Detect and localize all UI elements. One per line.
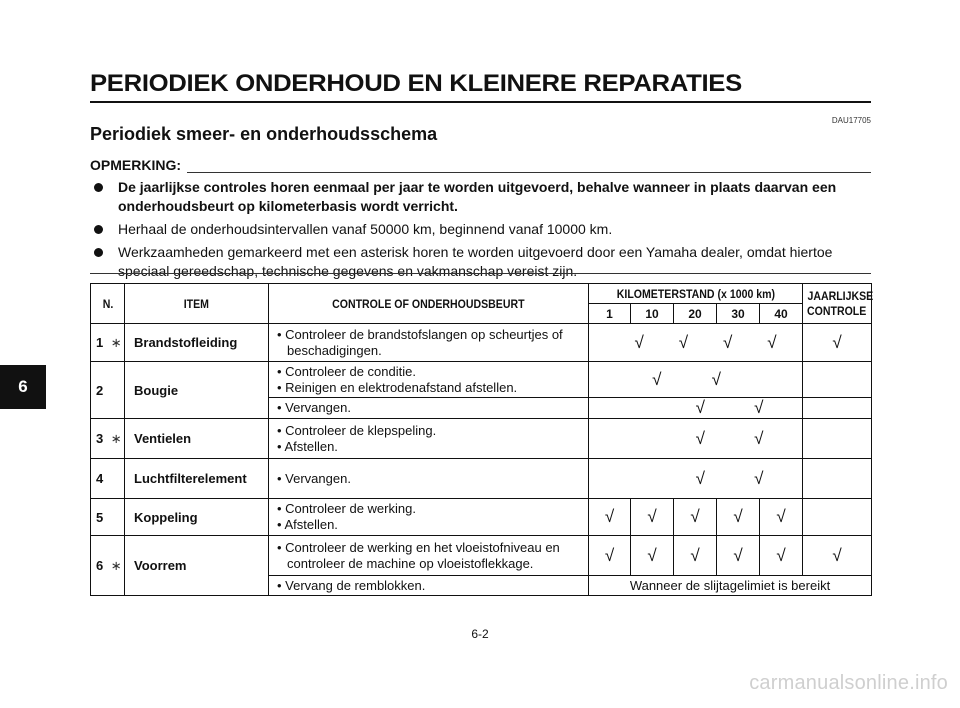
table-row: • Vervang de remblokken. Wanneer de slijtagelimiet is bereikt [91, 576, 872, 596]
table-row: 6 ∗ Voorrem • Controleer de werking en het vloeistofniveau en controleer de machine op vloeistoflekkage. √ √ √ √ √ √ [91, 536, 872, 576]
header-check: CONTROLE OF ONDERHOUDSBEURT [269, 284, 589, 324]
notes-bottom-rule [90, 273, 871, 274]
check-icon: √ [678, 332, 689, 352]
check-icon: √ [711, 369, 721, 389]
table-row: 3 ∗ Ventielen • Controleer de klepspeling. • Afstellen. √ √ [91, 419, 872, 459]
table-row: 2 Bougie • Controleer de conditie. • Reinigen en elektrodenafstand afstellen. √ √ [91, 362, 872, 398]
check-icon: √ [776, 545, 786, 565]
table-row: 4 Luchtfilterelement • Vervangen. √ √ [91, 459, 872, 499]
check-icon: √ [647, 507, 657, 526]
asterisk-icon: ∗ [109, 419, 125, 459]
header-annual: JAARLIJKSE CONTROLE [803, 284, 872, 324]
check-icon: √ [754, 428, 764, 448]
bullet-icon [94, 225, 103, 234]
check-icon: √ [695, 398, 705, 417]
header-odometer: KILOMETERSTAND (x 1000 km) [589, 284, 803, 304]
maintenance-schedule-table [90, 283, 872, 596]
table-row: • Vervangen. √ √ [91, 398, 872, 419]
title-rule [90, 101, 871, 103]
check-icon: √ [652, 369, 662, 389]
asterisk-icon: ∗ [109, 324, 125, 362]
check-icon: √ [690, 507, 700, 526]
bullet-icon [94, 183, 103, 192]
table-row: 5 Koppeling • Controleer de werking. • Afstellen. √ √ √ √ √ [91, 499, 872, 536]
note-list [92, 178, 872, 285]
note-rule [187, 172, 871, 173]
header-km-40: 40 [760, 304, 803, 324]
header-km-10: 10 [631, 304, 674, 324]
section-title: Periodiek smeer- en onderhoudsschema [90, 124, 438, 144]
header-no: N. [91, 284, 125, 324]
check-icon: √ [634, 332, 644, 352]
check-icon: √ [690, 545, 700, 565]
page-number: 6-2 [471, 627, 489, 641]
doc-code: DAU17705 [831, 116, 871, 125]
check-icon: √ [776, 507, 786, 526]
check-icon: √ [722, 332, 733, 352]
check-icon: √ [695, 468, 705, 488]
header-km-30: 30 [717, 304, 760, 324]
note-item: De jaarlijkse controles horen eenmaal per jaar te worden uitgevoerd, behalve wanneer in plaats daarvan een onderhoudsbeurt op kilometerbasis wordt verricht. [92, 178, 872, 216]
check-icon: √ [604, 545, 615, 565]
check-icon: √ [767, 332, 777, 352]
page-title: PERIODIEK ONDERHOUD EN KLEINERE REPARATIES [90, 70, 742, 97]
note-item: Herhaal de onderhoudsintervallen vanaf 50000 km, beginnend vanaf 10000 km. [92, 220, 872, 239]
check-icon: √ [832, 545, 842, 565]
wear-limit-interval: Wanneer de slijtagelimiet is bereikt [589, 576, 872, 596]
check-icon: √ [647, 545, 657, 565]
watermark: carmanualsonline.info [749, 672, 948, 694]
bullet-icon [94, 248, 103, 257]
check-icon: √ [754, 398, 764, 417]
header-km-1: 1 [589, 304, 631, 324]
check-icon: √ [733, 507, 743, 526]
chapter-tab: 6 [0, 365, 46, 409]
check-icon: √ [832, 332, 842, 352]
check-icon: √ [695, 428, 705, 448]
header-km-20: 20 [674, 304, 717, 324]
asterisk-icon: ∗ [109, 536, 125, 596]
table-row: 1 ∗ Brandstofleiding • Controleer de brandstofslangen op scheurtjes of beschadigingen. √ √ √ √ √ [91, 324, 872, 362]
check-icon: √ [604, 507, 615, 526]
header-item: ITEM [125, 284, 269, 324]
check-icon: √ [733, 545, 743, 565]
check-icon: √ [754, 468, 764, 488]
note-heading: OPMERKING: [90, 157, 181, 173]
note-item: Werkzaamheden gemarkeerd met een asterisk horen te worden uitgevoerd door een Yamaha dealer, omdat hiertoe speciaal gereedschap, technische gegevens en vakmanschap vereist zijn. [92, 243, 872, 281]
